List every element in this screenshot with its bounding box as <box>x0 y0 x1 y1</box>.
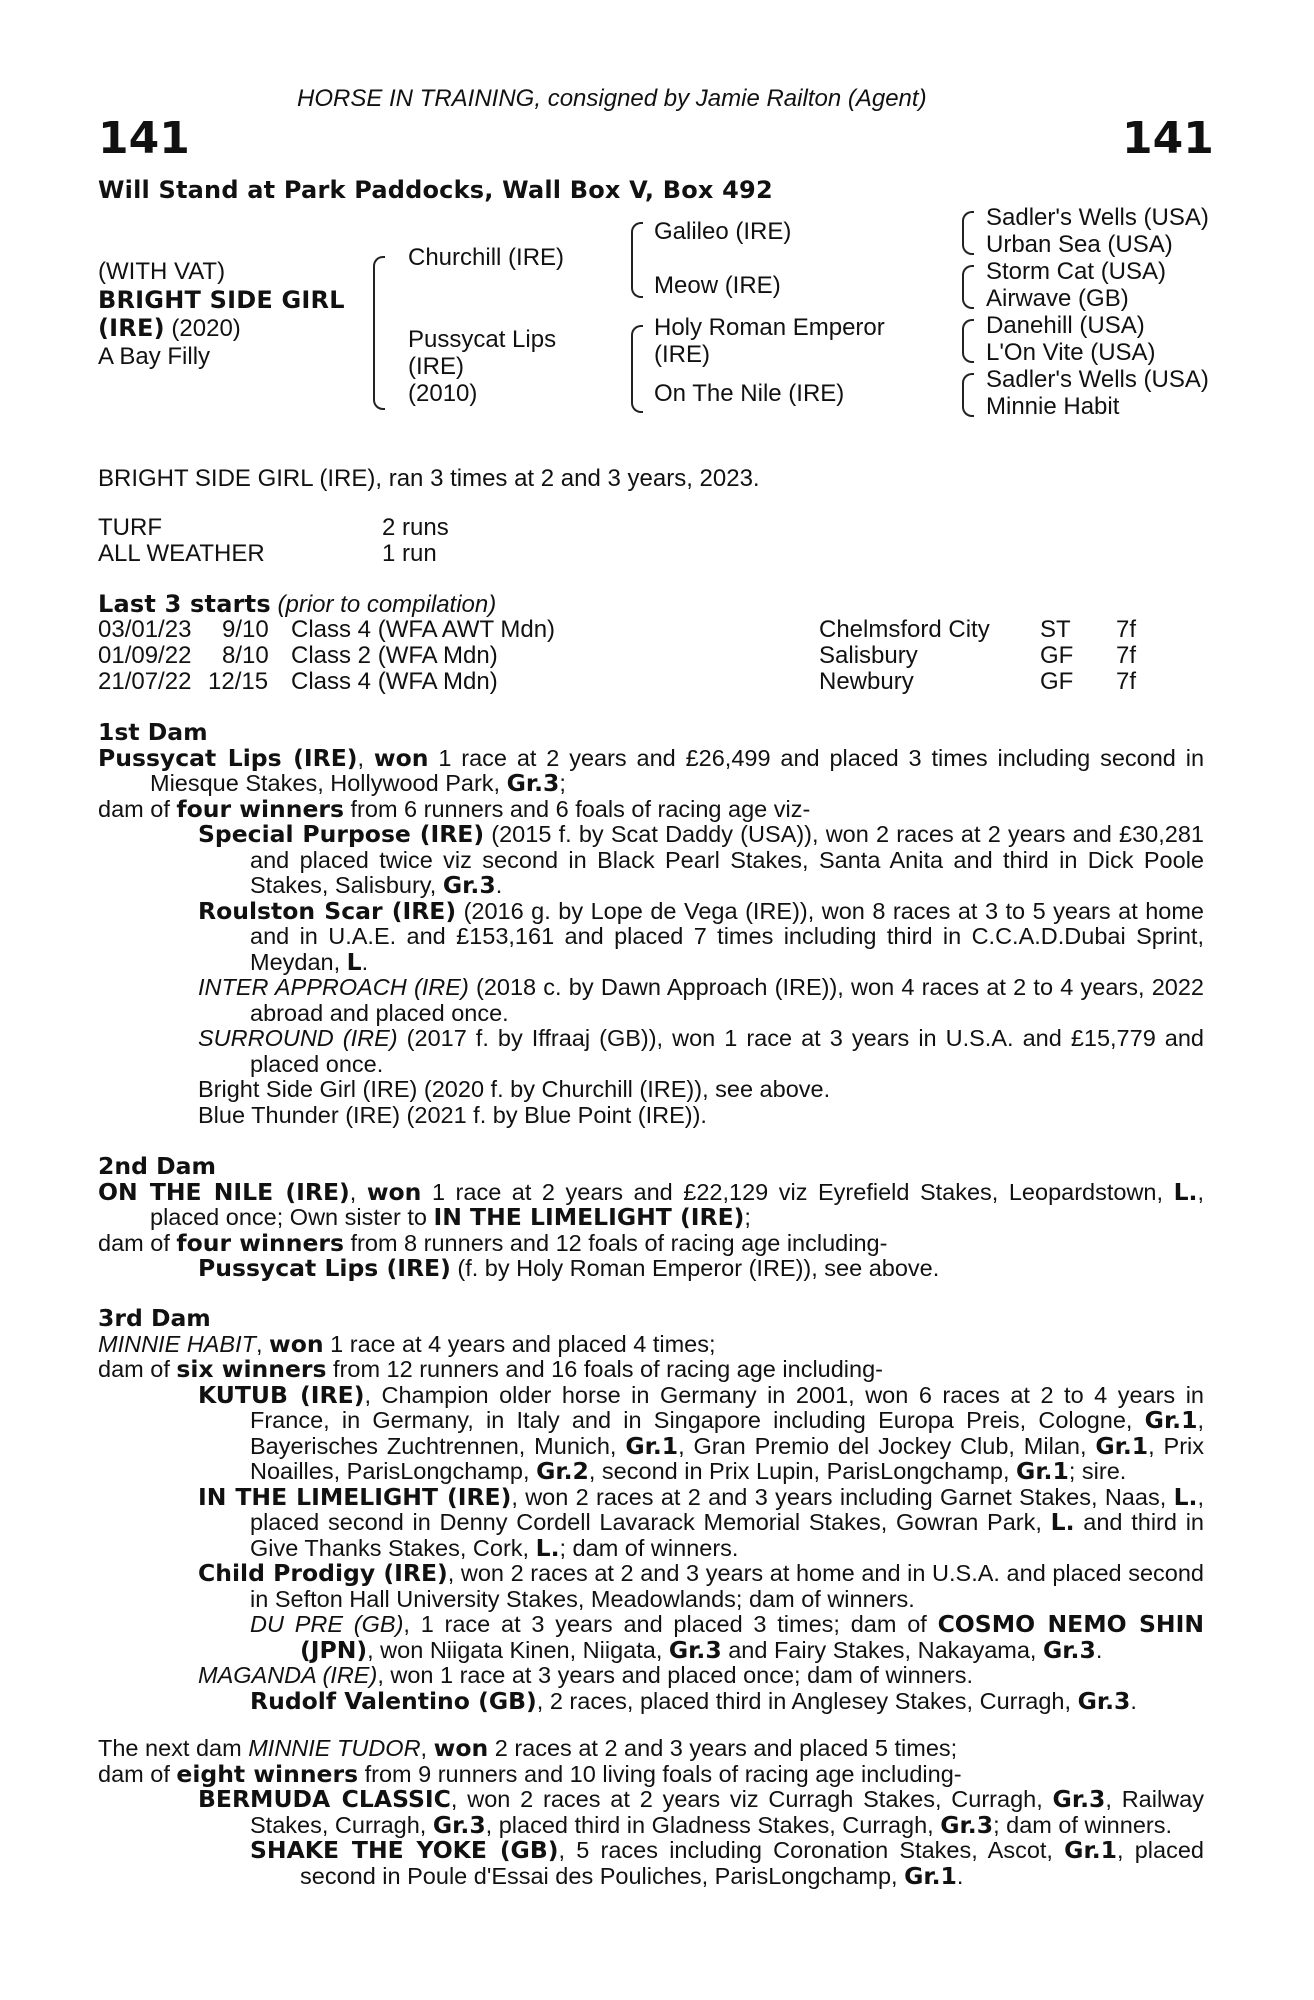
brace-g3 <box>962 319 974 363</box>
consignment-line: HORSE IN TRAINING, consigned by Jamie Railton (Agent) <box>297 85 927 112</box>
start-distance: 7f <box>1116 668 1137 695</box>
third-dam-record: MINNIE HABIT, won 1 race at 4 years and placed 4 times; <box>98 1329 716 1358</box>
start-going: GF <box>1040 668 1074 695</box>
start-course: Newbury <box>819 668 914 695</box>
pedigree-grandparents <box>986 204 1209 420</box>
pedigree-dam-sire-line2: (IRE) <box>654 341 710 368</box>
last-starts-title: Last 3 starts <box>98 590 271 618</box>
brace-g4 <box>962 373 974 417</box>
offspring-entry: SURROUND (IRE) (2017 f. by Iffraaj (GB)), won 1 race at 3 years in U.S.A. and £15,779 and placed once. <box>198 1025 1204 1077</box>
offspring-entry: Pussycat Lips (IRE) (f. by Holy Roman Emperor (IRE)), see above. <box>198 1254 940 1282</box>
second-dam-produce-summary: dam of four winners from 8 runners and 12 foals of racing age including- <box>98 1228 888 1257</box>
start-position: 12/15 <box>208 668 269 695</box>
offspring-entry: Roulston Scar (IRE) (2016 g. by Lope de Vega (IRE)), won 8 races at 3 to 5 years at home and in U.A.E. and £153,161 and placed 7 times including third in C.C.A.D.Dubai Sprint, Meydan, L. <box>198 896 1204 976</box>
start-date: 03/01/23 <box>98 616 192 643</box>
start-date: 01/09/22 <box>98 642 192 669</box>
offspring-entry: MAGANDA (IRE), won 1 race at 3 years and placed once; dam of winners. <box>198 1662 973 1688</box>
ancestor-7: Sadler's Wells (USA) <box>986 366 1209 393</box>
start-race: Class 4 (WFA Mdn) <box>291 668 498 695</box>
start-course: Salisbury <box>819 642 918 669</box>
next-dam-record: The next dam MINNIE TUDOR, won 2 races at 2 and 3 years and placed 5 times; <box>98 1734 958 1762</box>
horse-name-line2: (IRE) <box>98 314 165 342</box>
start-going: GF <box>1040 642 1074 669</box>
start-race: Class 2 (WFA Mdn) <box>291 642 498 669</box>
vat-label: (WITH VAT) <box>98 258 226 285</box>
start-course: Chelmsford City <box>819 616 990 643</box>
offspring-entry: Bright Side Girl (IRE) (2020 f. by Churchill (IRE)), see above. <box>198 1076 831 1102</box>
brace-sire-parents <box>631 222 643 298</box>
third-dam-heading: 3rd Dam <box>98 1304 211 1332</box>
pedigree-dam-sire-line1: Holy Roman Emperor <box>654 314 885 341</box>
grand-offspring-entry: DU PRE (GB), 1 race at 3 years and placed 3 times; dam of COSMO NEMO SHIN (JPN), won Niigata Kinen, Niigata, Gr.3 and Fairy Stakes, Nakayama, Gr.3. <box>250 1610 1204 1664</box>
offspring-entry: IN THE LIMELIGHT (IRE), won 2 races at 2 and 3 years including Garnet Stakes, Naas, L., placed second in Denny Cordell Lavarack Memorial Stakes, Gowran Park, L. and third in Give Thanks Stakes, Cork, L.; dam of winners. <box>198 1482 1204 1562</box>
ancestor-3: Storm Cat (USA) <box>986 258 1167 285</box>
turf-value: 2 runs <box>382 514 449 541</box>
start-position: 8/10 <box>222 642 269 669</box>
brace-g1 <box>962 211 974 255</box>
ancestor-4: Airwave (GB) <box>986 285 1129 312</box>
first-dam-section <box>98 720 1204 1128</box>
offspring-entry: Blue Thunder (IRE) (2021 f. by Blue Point (IRE)). <box>198 1101 707 1128</box>
ancestor-6: L'On Vite (USA) <box>986 339 1156 366</box>
ancestor-5: Danehill (USA) <box>986 312 1145 339</box>
third-dam-produce-summary: dam of six winners from 12 runners and 16 foals of racing age including- <box>98 1355 883 1383</box>
turf-label: TURF <box>98 514 162 541</box>
first-dam-produce-summary: dam of four winners from 6 runners and 6 foals of racing age viz- <box>98 794 811 823</box>
lot-number-right: 141 <box>1122 113 1214 164</box>
pedigree-dam <box>408 326 556 407</box>
ancestor-8: Minnie Habit <box>986 393 1120 420</box>
pedigree-dam-line3: (2010) <box>408 380 478 407</box>
pedigree-dam-line2: (IRE) <box>408 353 464 380</box>
offspring-entry: BERMUDA CLASSIC, won 2 races at 2 years viz Curragh Stakes, Curragh, Gr.3, Railway Stakes, Curragh, Gr.3, placed third in Gladness Stakes, Curragh, Gr.3; dam of winners. <box>198 1785 1204 1839</box>
start-race: Class 4 (WFA AWT Mdn) <box>291 616 556 643</box>
all-weather-label: ALL WEATHER <box>98 540 265 567</box>
first-dam-heading: 1st Dam <box>98 718 208 746</box>
offspring-entry: Special Purpose (IRE) (2015 f. by Scat Daddy (USA)), won 2 races at 2 years and £30,281 and placed twice viz second in Black Pearl Stakes, Santa Anita and third in Dick Poole Stakes, Salisbury, Gr.3. <box>198 820 1204 899</box>
box-location: Will Stand at Park Paddocks, Wall Box V, Box 492 <box>98 176 773 204</box>
horse-description: A Bay Filly <box>98 343 211 370</box>
second-dam-section <box>98 1154 1204 1282</box>
brace-g2 <box>962 265 974 309</box>
third-dam-section <box>98 1306 1204 1714</box>
start-distance: 7f <box>1116 642 1137 669</box>
next-dam-section <box>98 1736 1204 1889</box>
pedigree-dam-sire <box>654 314 885 368</box>
second-dam-heading: 2nd Dam <box>98 1152 216 1180</box>
horse-name-line1: BRIGHT SIDE GIRL <box>98 286 345 314</box>
start-distance: 7f <box>1116 616 1137 643</box>
pedigree-dam-line1: Pussycat Lips <box>408 326 557 353</box>
last-starts-heading <box>98 591 496 618</box>
second-dam-record: ON THE NILE (IRE), won 1 race at 2 years and £22,129 viz Eyrefield Stakes, Leopardstown, L., placed once; Own sister to IN THE LIMELIGHT (IRE); <box>98 1177 1204 1231</box>
brace-dam-parents <box>631 325 643 413</box>
horse-year: (2020) <box>164 315 241 342</box>
offspring-entry: Child Prodigy (IRE), won 2 races at 2 and 3 years at home and in U.S.A. and placed second in Sefton Hall University Stakes, Meadowlands; dam of winners. <box>198 1559 1204 1612</box>
brace-sire-dam <box>373 256 385 410</box>
pedigree-sire-dam: Meow (IRE) <box>654 272 781 299</box>
grand-offspring-entry: Rudolf Valentino (GB), 2 races, placed third in Anglesey Stakes, Curragh, Gr.3. <box>250 1686 1137 1715</box>
offspring-entry: INTER APPROACH (IRE) (2018 c. by Dawn Approach (IRE)), won 4 races at 2 to 4 years, 2022 abroad and placed once. <box>198 974 1204 1026</box>
grand-offspring-entry: SHAKE THE YOKE (GB), 5 races including Coronation Stakes, Ascot, Gr.1, placed second in Poule d'Essai des Pouliches, ParisLongchamp, Gr.1. <box>250 1836 1204 1890</box>
start-going: ST <box>1040 616 1071 643</box>
lot-number-left: 141 <box>98 113 190 164</box>
pedigree-sire-sire: Galileo (IRE) <box>654 218 792 245</box>
ancestor-2: Urban Sea (USA) <box>986 231 1173 258</box>
race-summary: BRIGHT SIDE GIRL (IRE), ran 3 times at 2 and 3 years, 2023. <box>98 465 760 492</box>
offspring-entry: KUTUB (IRE), Champion older horse in Germany in 2001, won 6 races at 2 to 4 years in France, in Germany, in Italy and in Singapore including Europa Preis, Cologne, Gr.1, Bayerisches Zuchtrennen, Munich, Gr.1, Gran Premio del Jockey Club, Milan, Gr.1, Prix Noailles, ParisLongchamp, Gr.2, second in Prix Lupin, ParisLongchamp, Gr.1; sire. <box>198 1380 1204 1485</box>
first-dam-record: Pussycat Lips (IRE), won 1 race at 2 years and £26,499 and placed 3 times including second in Miesque Stakes, Hollywood Park, Gr.3; <box>98 743 1205 797</box>
start-date: 21/07/22 <box>98 668 192 695</box>
last-starts-note: (prior to compilation) <box>270 591 497 618</box>
next-dam-produce-summary: dam of eight winners from 9 runners and 10 living foals of racing age including- <box>98 1759 962 1788</box>
pedigree-dam-dam: On The Nile (IRE) <box>654 380 845 407</box>
pedigree-sire: Churchill (IRE) <box>408 244 565 271</box>
horse-identity <box>98 258 345 371</box>
ancestor-1: Sadler's Wells (USA) <box>986 204 1209 231</box>
start-position: 9/10 <box>222 616 269 643</box>
all-weather-value: 1 run <box>382 540 437 567</box>
